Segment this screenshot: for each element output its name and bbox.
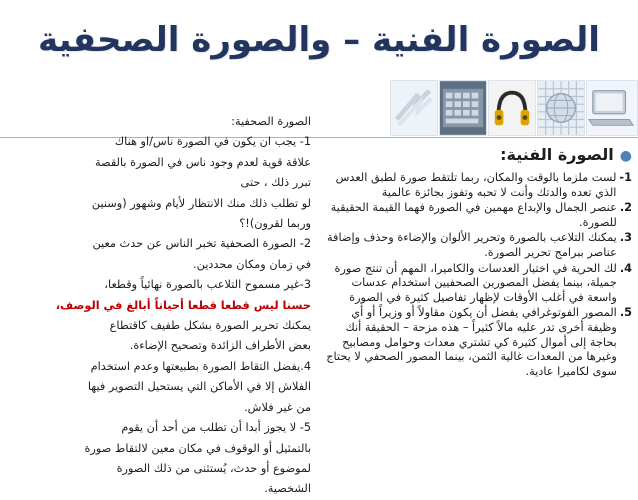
text-line: 3-غير مسموح التلاعب بالصورة نهائياً وقطعا، [104, 278, 311, 292]
list-item [321, 201, 632, 230]
keyboard-icon [439, 80, 487, 136]
text-line: الفلاش إلا في الأماكن التي يستحيل التصوير فيها [87, 380, 311, 394]
text-line: 2- الصورة الصحفية تخبر الناس عن حدث معين [92, 237, 311, 251]
text-line: في زمان ومكان محددين. [193, 257, 311, 271]
art-photo-heading [321, 143, 632, 168]
item-text: لك الحرية في اختيار العدسات والكاميرا، المهم أن تنتج صورة جميلة، بينما يفضل المصورين الصحفيين استخدام عدسات واسعة في أغلب الأوقات لإظهار تفاصيل كثيرة في الصورة [334, 261, 617, 304]
arrows-icon [390, 80, 438, 136]
text-line: علاقة قوية لعدم وجود ناس في الصورة بالقصة [94, 155, 311, 169]
text-line: تبرر ذلك ، حتى [240, 176, 311, 190]
list-item [321, 231, 632, 260]
list-item [321, 262, 632, 306]
headphones-icon [488, 80, 536, 136]
text-line: لموضوع أو حدث، يُستثنى من ذلك الصورة [116, 461, 311, 475]
text-line: الشخصية. [264, 482, 311, 496]
text-line: من غير فلاش. [244, 400, 311, 414]
item-text: لست ملزما بالوقت والمكان، ربما تلتقط صورة لطبق العدس الذي تعده والدتك وأنت لا تحبه وتفوز بجائزة عالمية [335, 171, 617, 199]
highlight-line: حسنا ليس قطعا قطعا أحياناً أبالغ في الوصف، [55, 298, 311, 312]
art-photo-column [321, 143, 632, 380]
item-number: 3. [619, 231, 632, 245]
press-photo-heading: الصورة الصحفية: [231, 115, 311, 128]
item-number: 2. [619, 201, 632, 215]
list-item [321, 171, 632, 200]
title-banner [0, 0, 638, 78]
globe-icon [537, 80, 585, 136]
laptop-icon [586, 80, 638, 136]
item-text: المصور الفوتوغرافي يفضل أن يكون مقاولاً أو وزيراً أو أي وظيفة أخرى تدر عليه مالاً كثيراً – هذه مزحة – الحقيقة أنك بحاجة إلى أموال كثيرة كي تشتري معدات وحوامل ومصابيح وغيرها من المعدات غالية الثمن، بينما المصور الصحفي لا يحتاج سوى لكاميرا عادية. [326, 306, 617, 378]
text-line: لو تطلب ذلك منك الانتظار لأيام وشهور (وسنين [91, 196, 311, 210]
text-line: يمكنك تحرير الصورة بشكل طفيف كاقتطاع [109, 319, 311, 333]
item-text: عنصر الجمال والإبداع مهمين في الصورة فهما القيمة الحقيقية للصورة. [330, 201, 617, 229]
item-number: 4. [619, 261, 632, 275]
press-photo-column [8, 112, 311, 500]
text-line: بعض الأطراف الزائدة وتصحيح الإضاءة. [129, 339, 311, 353]
item-number: 1- [619, 171, 632, 184]
text-line: بالتمثيل أو الوقوف في مكان معين لالتقاط صورة [84, 441, 311, 455]
text-line: 4.يفضل التقاط الصورة بطبيعتها وعدم استخدام [90, 359, 311, 373]
text-line: وربما لقرون)!؟ [239, 217, 311, 231]
bullet-icon: ● [619, 148, 632, 164]
text-line: 1- يجب ان يكون في الصورة ناس/او هناك [114, 135, 311, 149]
item-number: 5. [619, 306, 632, 320]
art-photo-heading-text: الصورة الفنية: [500, 145, 614, 164]
slide-title: الصورة الفنية – والصورة الصحفية [38, 20, 600, 60]
text-line: 5- لا يجوز أبدا أن تطلب من أحد أن يقوم [121, 421, 311, 435]
item-text: يمكنك التلاعب بالصورة وتحرير الألوان والإضاءة وحذف وإضافة عناصر ببرامج تحرير الصورة. [326, 231, 617, 259]
thumbnail-strip [390, 80, 638, 136]
list-item [321, 306, 632, 379]
